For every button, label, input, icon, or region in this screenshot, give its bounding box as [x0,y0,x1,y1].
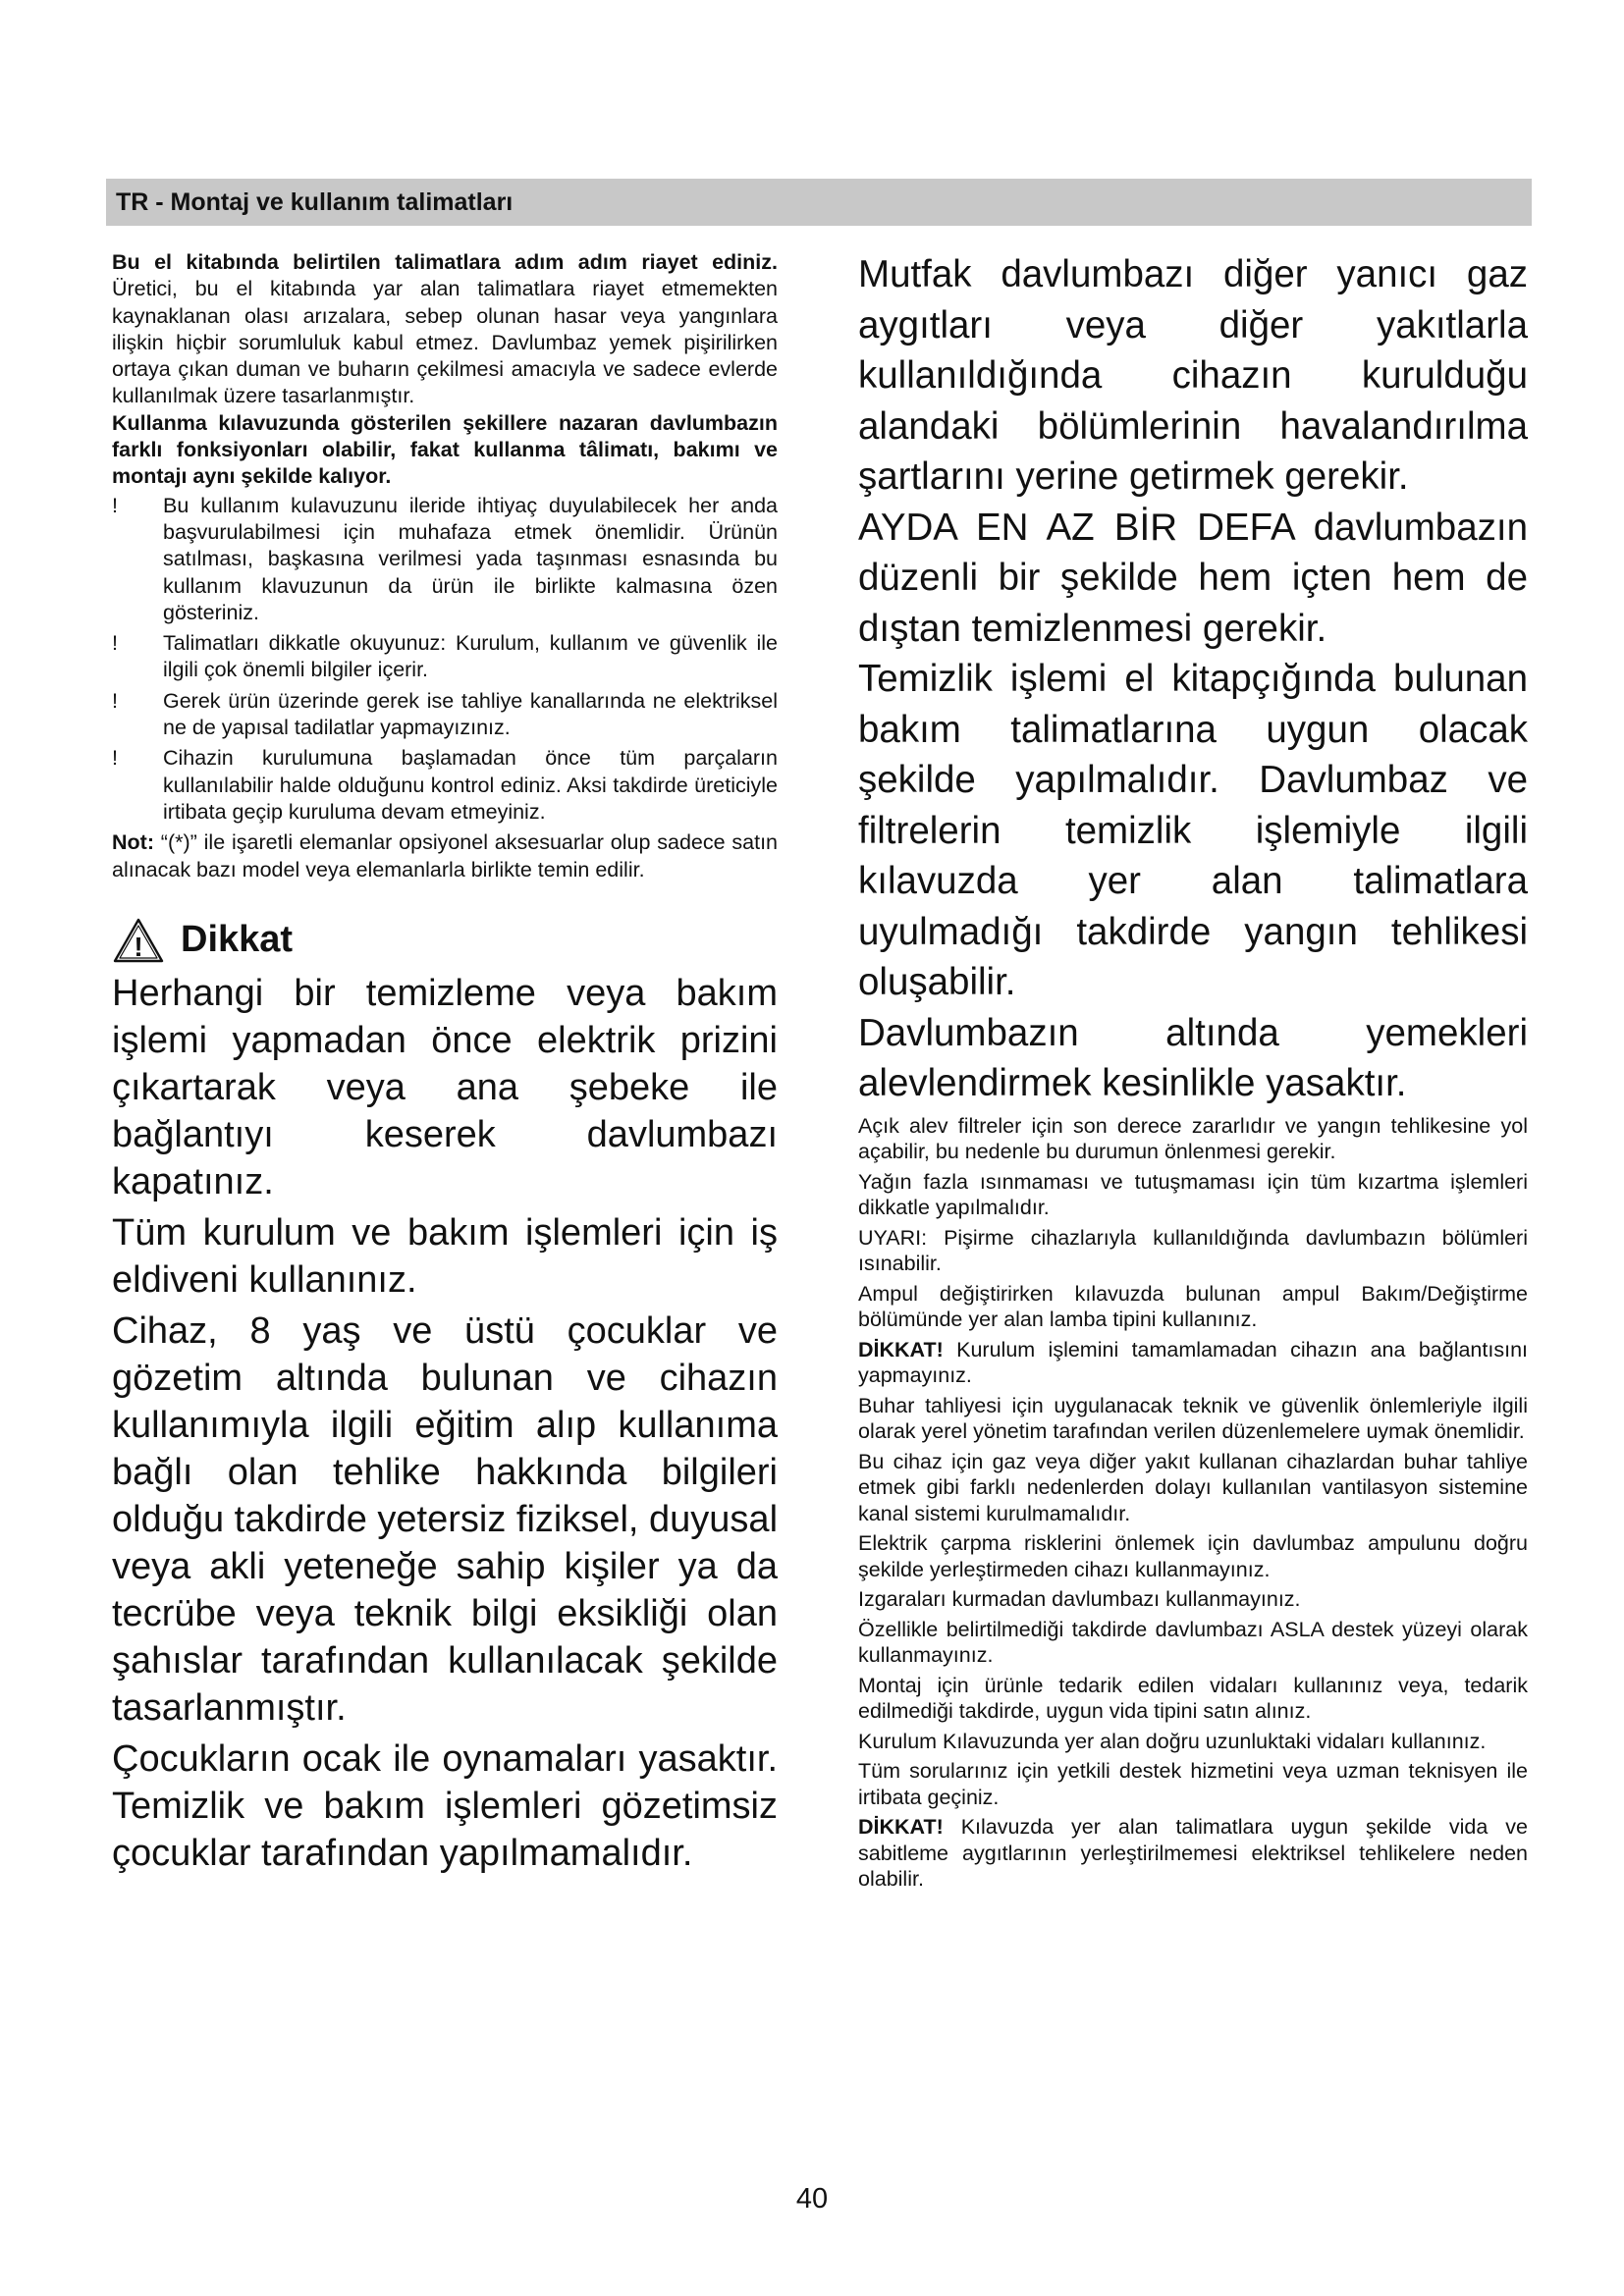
small-paragraph: Montaj için ürünle tedarik edilen vidaları kullanınız veya, tedarik edilmediği takdirde, uygun vida tipini satın alınız. [858,1673,1528,1723]
small-paragraph: Izgaraları kurmadan davlumbazı kullanmayınız. [858,1587,1301,1611]
bullet-item [112,745,778,826]
dikkat-inline-label: DİKKAT! [858,1337,944,1362]
small-paragraph: Tüm sorularınız için yetkili destek hizmetini veya uzman teknisyen ile irtibata geçiniz. [858,1759,1528,1809]
large-paragraph: Mutfak davlumbazı diğer yanıcı gaz aygıtları veya diğer yakıtlarla kullanıldığında cihazın kurulduğu alandaki bölümlerinin havalandırılma şartlarını yerine getirmek gerekir. [858,253,1528,498]
small-paragraph: Kurulum Kılavuzunda yer alan doğru uzunluktaki vidaları kullanınız. [858,1729,1487,1753]
note-label: Not: [112,830,154,855]
note-text: “(*)” ile işaretli elemanlar opsiyonel aksesuarlar olup sadece satın alınacak bazı model veya elemanlarla birlikte temin edilir. [112,830,778,881]
dikkat-paragraph [858,1814,1528,1893]
small-paragraph: Yağın fazla ısınmaması ve tutuşmaması için tüm kızartma işlemleri dikkatle yapılmalıdır. [858,1169,1528,1219]
variant-note: Kullanma kılavuzunda gösterilen şekillere nazaran davlumbazın farklı fonksiyonları olabilir, fakat kullanma tâlimatı, bakımı ve montajı aynı şekilde kalıyor. [112,410,778,489]
intro-bold: Bu el kitabında belirtilen talimatlara adım adım riayet ediniz. [112,250,778,274]
bullet-item [112,493,778,626]
warning-paragraph: Tüm kurulum ve bakım işlemleri için iş eldiveni kullanınız. [112,1211,778,1301]
section-title: TR - Montaj ve kullanım talimatları [116,188,514,216]
svg-text:!: ! [134,931,143,962]
bullet-text: Talimatları dikkatle okuyunuz: Kurulum, kullanım ve güvenlik ile ilgili çok önemli bilgiler içerir. [163,631,778,682]
warning-paragraph: Cihaz, 8 yaş ve üstü çocuklar ve gözetim altında bulunan ve cihazın kullanımıyla ilgili eğitim alıp kullanıma bağlı olan tehlike hakkında bilgileri olduğu takdirde yetersiz fiziksel, duyusal veya akli yeteneğe sahip kişiler ya da tecrübe veya teknik bilgi eksikliği olan şahıslar tarafından kullanılacak şekilde tasarlanmıştır. [112,1309,779,1729]
dikkat-inline-label: DİKKAT! [858,1815,944,1839]
warning-icon [112,917,165,964]
dikkat-inline-text: Kılavuzda yer alan talimatlara uygun şekilde vida ve sabitleme aygıtlarının yerleştirilmemesi elektriksel tehlikelere neden olabilir. [858,1815,1528,1891]
small-paragraph: UYARI: Pişirme cihazlarıyla kullanıldığında davlumbazın bölümleri ısınabilir. [858,1225,1528,1275]
warning-paragraph: Herhangi bir temizleme veya bakım işlemi yapmadan önce elektrik prizini çıkartarak veya ana şebeke ile bağlantıyı keserek davlumbazı kapatınız. [112,972,778,1202]
bullet-text: Gerek ürün üzerinde gerek ise tahliye kanallarında ne elektriksel ne de yapısal tadilatlar yapmayızınız. [163,688,778,740]
small-paragraph: Buhar tahliyesi için uygulanacak teknik ve güvenlik önlemleriyle ilgili olarak yerel yönetim tarafından verilen düzenlemelere uymak önemlidir. [858,1393,1528,1443]
dikkat-heading [112,913,778,968]
small-paragraph: Açık alev filtreler için son derece zararlıdır ve yangın tehlikesine yol açabilir, bu nedenle bu durumun önlenmesi gerekir. [858,1113,1528,1163]
bullet-text: Bu kullanım kulavuzunu ileride ihtiyaç duyulabilecek her anda başvurulabilmesi için muhafaza etmek önemlidir. Ürünün satılması, başkasına verilmesi yada taşınması esnasında bu kullanım klavuzunun da ürün ile birlikte kalmasına özen gösteriniz. [163,493,778,624]
bullet-item [112,688,778,742]
large-paragraph: Temizlik işlemi el kitapçığında bulunan bakım talimatlarına uygun olacak şekilde yapılmalıdır. Davlumbaz ve filtrelerin temizlik işlemiyle ilgili kılavuzda yer alan talimatlara uyulmadığı takdirde yangın tehlikesi oluşabilir. [858,658,1528,1003]
warning-paragraph: Çocukların ocak ile oynamaları yasaktır. Temizlik ve bakım işlemleri gözetimsiz çocuklar tarafından yapılmamalıdır. [112,1737,778,1874]
intro-text: Üretici, bu el kitabında yar alan talimatlara riayet etmemekten kaynaklanan olası arızalara, sebep olunan hasar veya yangınlara ilişkin hiçbir sorumluluk kabul etmez. Davlumbaz yemek pişirilirken ortaya çıkan duman ve buharın çekilmesi amacıyla ve sadece evlerde kullanılmak üzere tasarlanmıştır. [112,277,778,408]
dikkat-label: Dikkat [181,919,294,961]
bullet-mark: ! [112,631,118,656]
bullet-text: Cihazin kurulumuna başlamadan önce tüm parçaların kullanılabilir halde olduğunu kontrol ediniz. Aksi takdirde üreticiyle irtibata geçip kuruluma devam etmeyiniz. [163,746,778,824]
bullet-mark: ! [112,746,118,771]
dikkat-inline-text: Kurulum işlemini tamamlamadan cihazın ana bağlantısını yapmayınız. [858,1337,1528,1387]
small-paragraph: Özellikle belirtilmediği takdirde davlumbazı ASLA destek yüzeyi olarak kullanmayınız. [858,1617,1528,1667]
right-column [858,249,1528,1896]
small-paragraph: Elektrik çarpma risklerini önlemek için davlumbaz ampulunu doğru şekilde yerleştirmeden cihazı kullanmayınız. [858,1531,1528,1581]
intro-paragraph [112,249,778,410]
section-header [106,179,1532,226]
small-paragraph: Bu cihaz için gaz veya diğer yakıt kullanan cihazlardan buhar tahliye etmek gibi farklı nedenlerden dolayı kullanılan vantilasyon sistemine kanal sistemi kurulmamalıdır. [858,1449,1528,1525]
note-paragraph [112,829,778,883]
small-paragraph: Ampul değiştirirken kılavuzda bulunan ampul Bakım/Değiştirme bölümünde yer alan lamba tipini kullanınız. [858,1281,1528,1331]
large-paragraph: AYDA EN AZ BİR DEFA davlumbazın düzenli bir şekilde hem içten hem de dıştan temizlenmesi gerekir. [858,506,1528,650]
bullet-mark: ! [112,493,118,517]
page-number: 40 [795,2183,829,2215]
left-column [112,249,778,1881]
bullet-item [112,630,778,684]
dikkat-paragraph [858,1337,1528,1389]
bullet-mark: ! [112,688,118,713]
large-paragraph: Davlumbazın altında yemekleri alevlendirmek kesinlikle yasaktır. [858,1011,1528,1104]
